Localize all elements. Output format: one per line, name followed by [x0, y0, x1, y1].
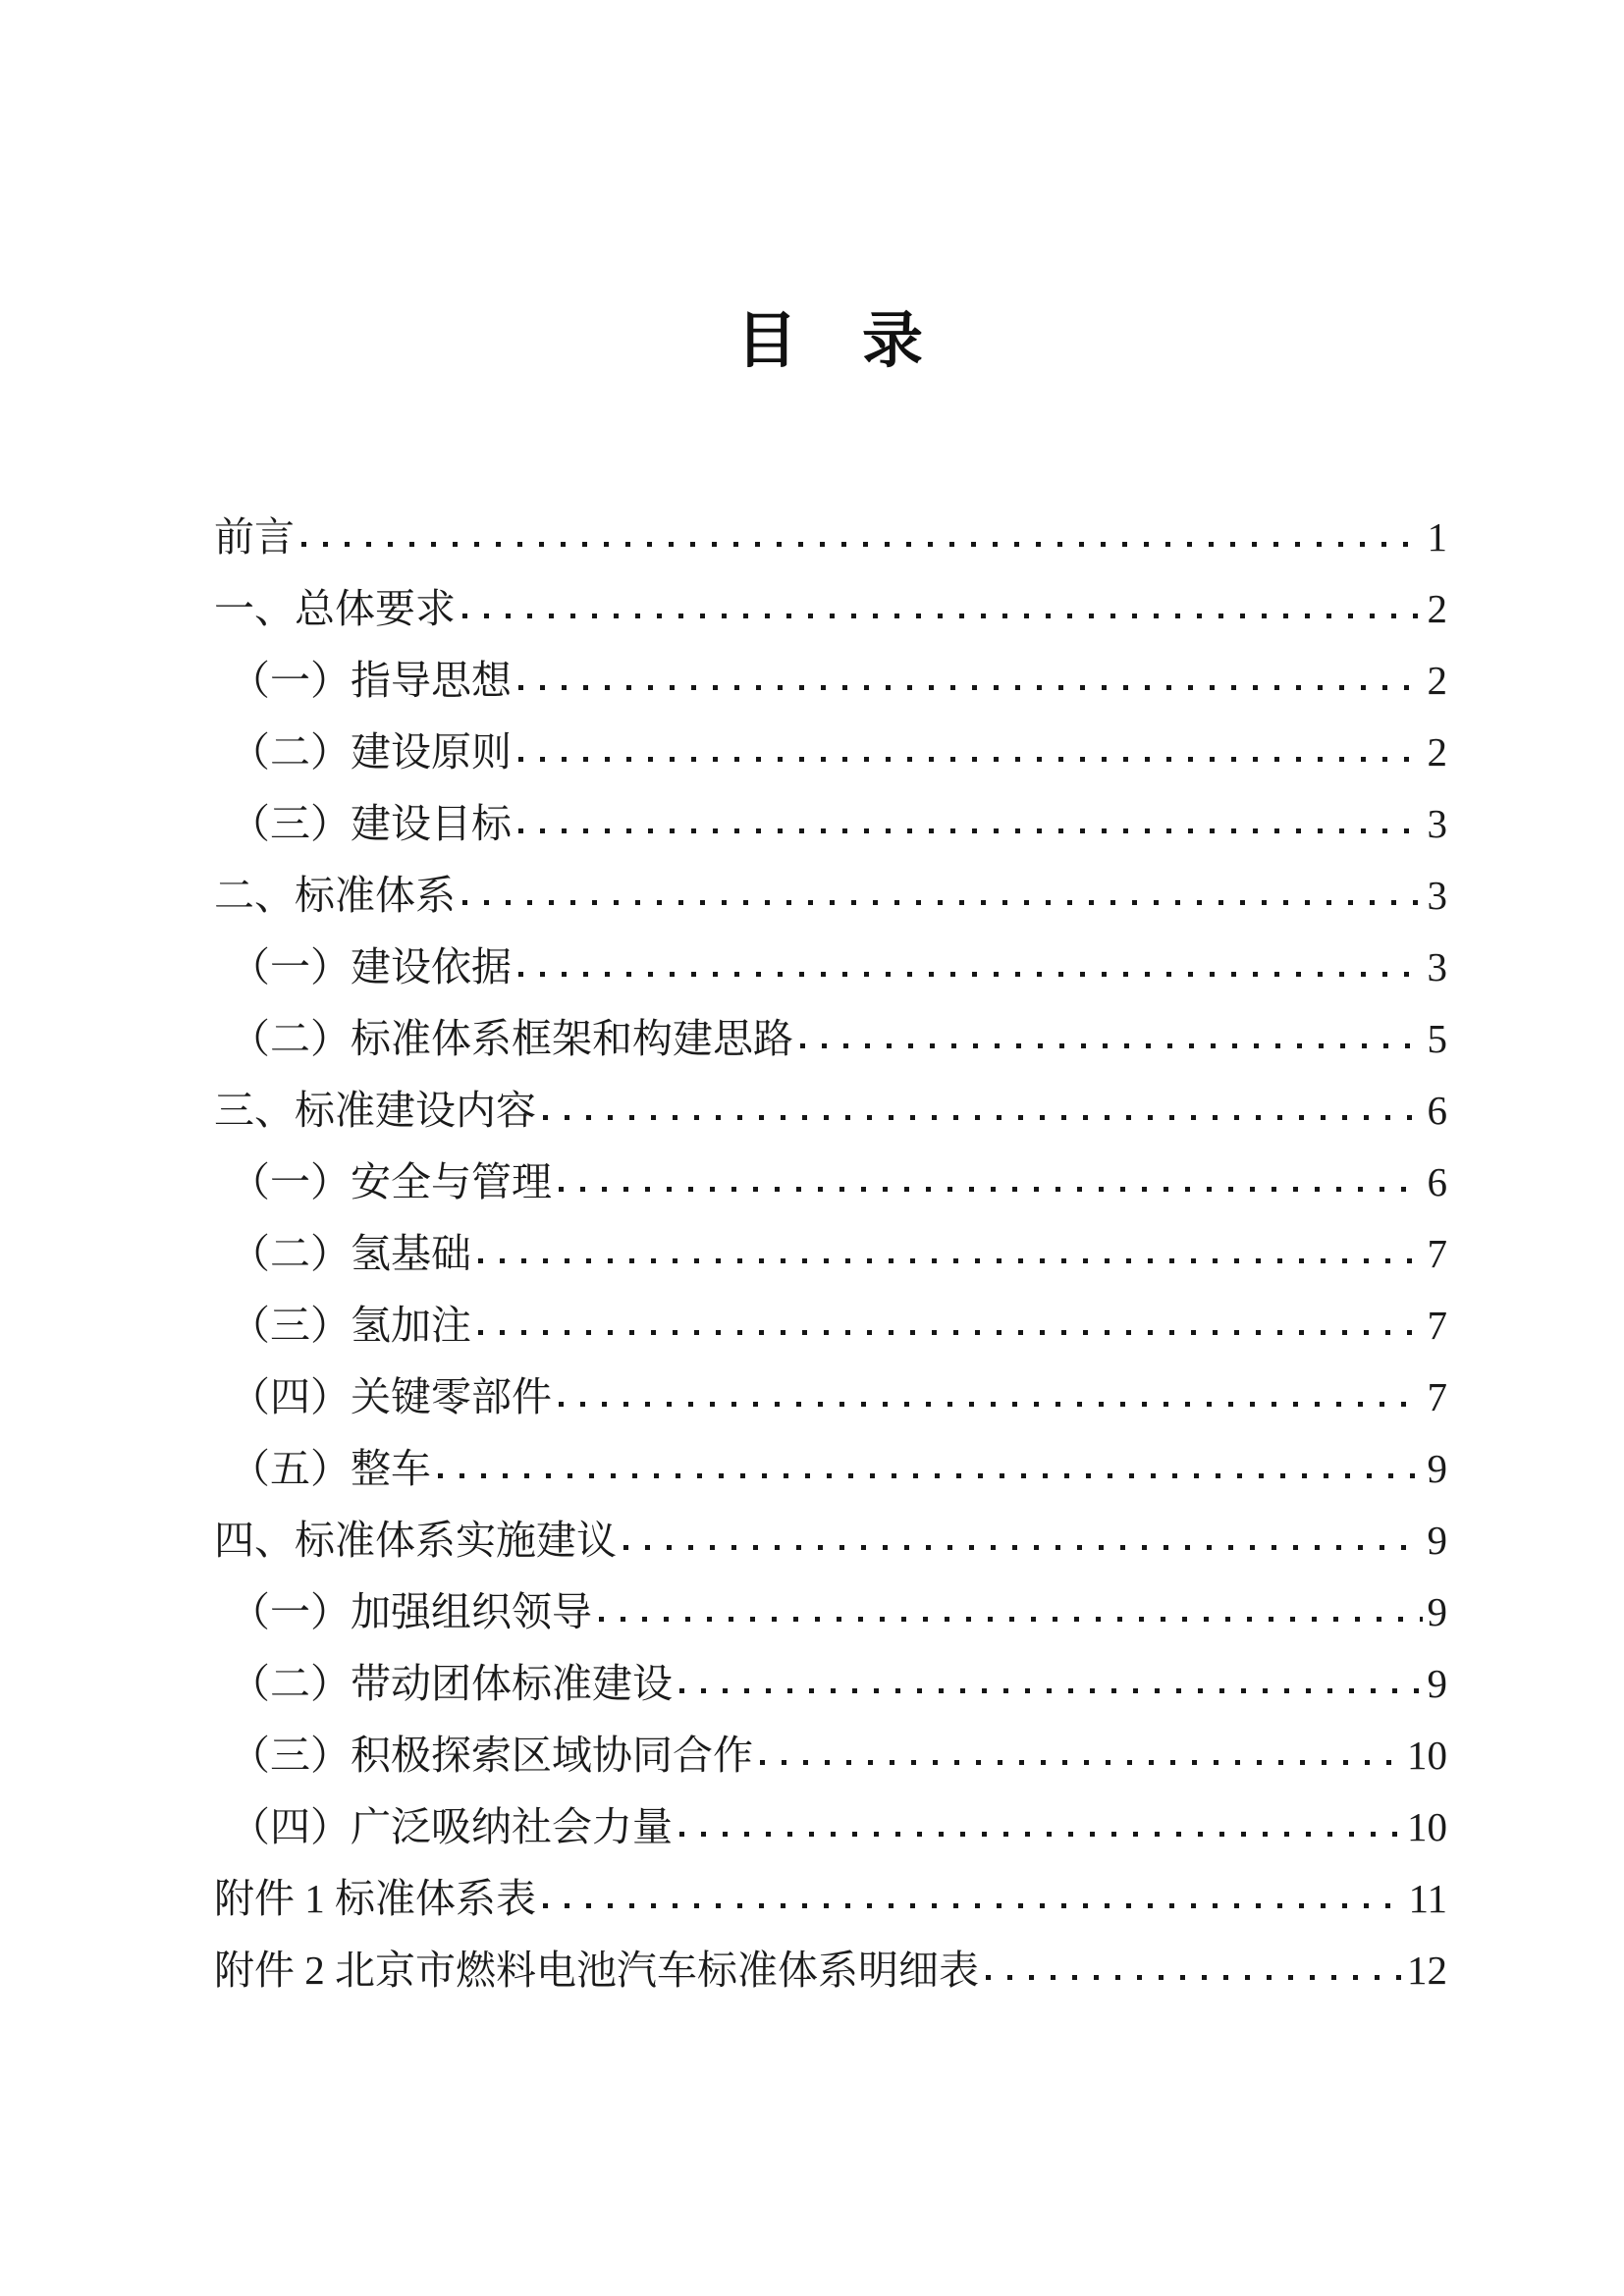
toc-entry: [214, 1204, 1447, 1276]
toc-entry-page: 11: [1408, 1876, 1447, 1922]
dot-leader: [679, 1832, 1402, 1837]
toc-entry-page: 7: [1427, 1231, 1447, 1277]
toc-entry-page: 6: [1427, 1159, 1447, 1205]
dot-leader: [518, 828, 1423, 833]
toc-entry: [214, 703, 1447, 774]
toc-entry-label: （四）关键零部件: [230, 1374, 552, 1420]
toc-entry-label: （一）加强组织领导: [230, 1589, 592, 1635]
toc-entry-label: 四、标准体系实施建议: [214, 1518, 617, 1564]
toc-entry-label: 前言: [214, 514, 295, 561]
toc-entry-label: （二）带动团体标准建设: [230, 1661, 673, 1707]
dot-leader: [518, 972, 1423, 977]
dot-leader: [599, 1617, 1423, 1622]
toc-entry-label: 三、标准建设内容: [214, 1088, 536, 1134]
toc-entry-label: （一）建设依据: [230, 944, 512, 990]
dot-leader: [543, 1903, 1404, 1908]
toc-content: [214, 0, 1447, 1993]
toc-entry-label: （三）积极探索区域协同合作: [230, 1733, 753, 1779]
toc-entry: [214, 1778, 1447, 1849]
toc-entry-page: 9: [1427, 1661, 1447, 1707]
toc-entry-page: 9: [1427, 1446, 1447, 1492]
toc-entry-page: 7: [1427, 1374, 1447, 1420]
toc-entry: [214, 1133, 1447, 1204]
dot-leader: [462, 900, 1423, 905]
toc-entry-label: 附件 2 北京市燃料电池汽车标准体系明细表: [214, 1948, 979, 1994]
toc-entry-page: 2: [1427, 729, 1447, 775]
toc-entry-page: 3: [1427, 801, 1447, 847]
toc-entry-label: （二）氢基础: [230, 1231, 471, 1277]
dot-leader: [559, 1402, 1423, 1407]
dot-leader: [478, 1330, 1423, 1335]
toc-entry-label: 一、总体要求: [214, 586, 456, 632]
toc-entry-label: 二、标准体系: [214, 873, 456, 919]
dot-leader: [679, 1688, 1423, 1693]
toc-entry-page: 10: [1407, 1804, 1447, 1850]
dot-leader: [478, 1258, 1423, 1263]
toc-entry: [214, 1849, 1447, 1921]
dot-leader: [623, 1545, 1423, 1550]
dot-leader: [438, 1473, 1423, 1478]
toc-entry-page: 1: [1427, 514, 1447, 561]
toc-entry: [214, 1348, 1447, 1419]
dot-leader: [800, 1043, 1423, 1048]
toc-entry: [214, 488, 1447, 560]
toc-entry: [214, 1706, 1447, 1778]
toc-entry-label: 附件 1 标准体系表: [214, 1876, 536, 1922]
toc-entry: [214, 989, 1447, 1061]
dot-leader: [543, 1115, 1423, 1120]
toc-entry-page: 3: [1427, 944, 1447, 990]
toc-entry-page: 2: [1427, 658, 1447, 704]
toc-entry: [214, 1563, 1447, 1634]
toc-entry-label: （二）建设原则: [230, 729, 512, 775]
toc-entry: [214, 631, 1447, 703]
toc-entry: [214, 918, 1447, 989]
toc-entry: [214, 1419, 1447, 1491]
toc-entry-label: （三）建设目标: [230, 801, 512, 847]
toc-entry-label: （三）氢加注: [230, 1303, 471, 1349]
toc-entry: [214, 1634, 1447, 1706]
toc-entry-page: 9: [1427, 1518, 1447, 1564]
toc-entry-label: （四）广泛吸纳社会力量: [230, 1804, 673, 1850]
toc-entry-label: （一）安全与管理: [230, 1159, 552, 1205]
toc-entry: [214, 560, 1447, 631]
toc-entry: [214, 1061, 1447, 1133]
toc-entry: [214, 1921, 1447, 1993]
dot-leader: [986, 1975, 1402, 1980]
toc-entry-page: 5: [1427, 1016, 1447, 1062]
toc-entry: [214, 1491, 1447, 1563]
toc-entry-page: 7: [1427, 1303, 1447, 1349]
toc-entry-label: （一）指导思想: [230, 658, 512, 704]
toc-entry: [214, 846, 1447, 918]
dot-leader: [518, 757, 1423, 762]
page-title: 目 录: [735, 307, 925, 375]
toc-entry-page: 6: [1427, 1088, 1447, 1134]
dot-leader: [760, 1760, 1402, 1765]
dot-leader: [301, 542, 1423, 547]
toc-entry: [214, 774, 1447, 846]
toc-entry-label: （二）标准体系框架和构建思路: [230, 1016, 793, 1062]
toc-entry-label: （五）整车: [230, 1446, 431, 1492]
dot-leader: [462, 614, 1423, 618]
toc-entry-page: 3: [1427, 873, 1447, 919]
dot-leader: [518, 685, 1423, 690]
toc-list: [214, 488, 1447, 1993]
toc-entry: [214, 1276, 1447, 1348]
toc-entry-page: 2: [1427, 586, 1447, 632]
toc-entry-page: 9: [1427, 1589, 1447, 1635]
dot-leader: [559, 1187, 1423, 1192]
toc-entry-page: 12: [1407, 1948, 1447, 1994]
toc-entry-page: 10: [1407, 1733, 1447, 1779]
